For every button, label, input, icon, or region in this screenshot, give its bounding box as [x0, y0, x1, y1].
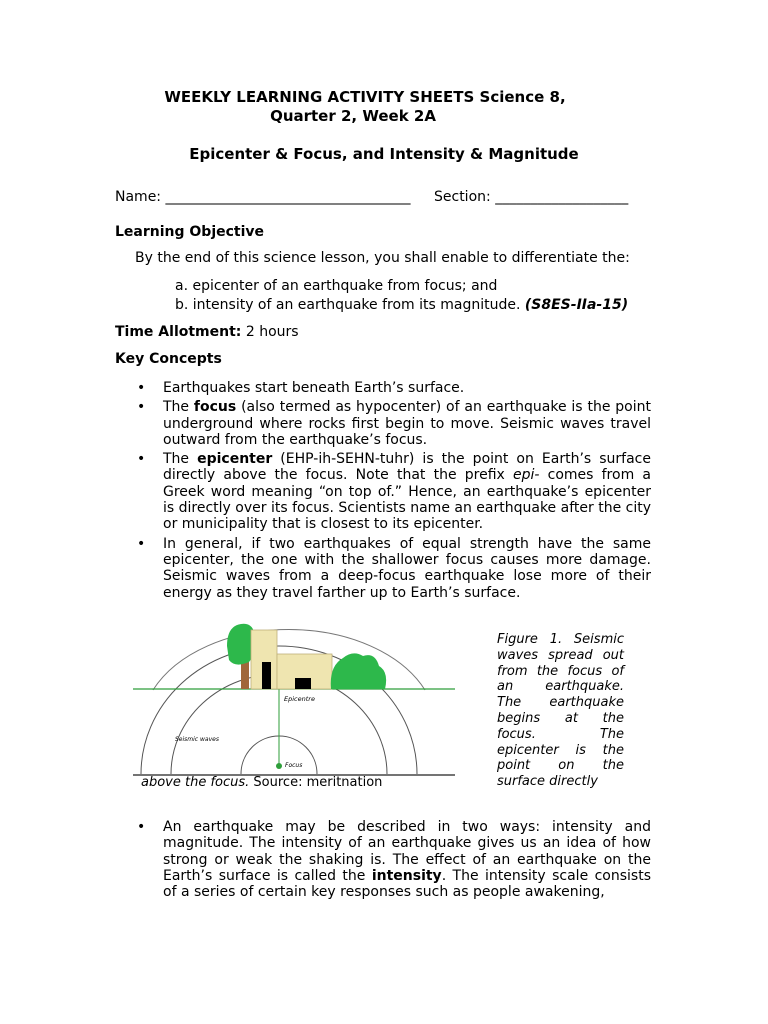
objective-heading: Learning Objective	[115, 224, 265, 240]
name-label: Name:	[115, 189, 162, 205]
section-field[interactable]	[434, 188, 628, 206]
key-concepts-list	[137, 380, 651, 604]
caption-source: Source: meritnation	[249, 775, 383, 790]
section-blank[interactable]: ___________________	[495, 189, 629, 205]
list-item: • In general, if two earthquakes of equal strength have the same epicenter, the one with the shallower focus causes more damage. Seismic waves from a deep-focus earthquake lose more of their energy as they travel farther up to Earth’s surface.	[137, 536, 651, 601]
seismic-waves-label: Seismic waves	[175, 736, 219, 743]
worksheet-title: WEEKLY LEARNING ACTIVITY SHEETS Science 8,	[164, 88, 566, 106]
time-allotment	[115, 323, 299, 341]
focus-label: Focus	[285, 762, 303, 769]
list-item: • Earthquakes start beneath Earth’s surface.	[137, 380, 651, 396]
figure-caption-tail	[141, 775, 382, 791]
competency-code: (S8ES-IIa-15)	[524, 297, 629, 313]
focus-point	[276, 763, 282, 769]
list-item: • The focus (also termed as hypocenter) of an earthquake is the point underground where rocks first begin to move. Seismic waves travel outward from the earthquake’s focus.	[137, 399, 651, 448]
objective-item-b-text: b. intensity of an earthquake from its magnitude.	[175, 297, 521, 313]
house-window	[295, 678, 311, 689]
lesson-title: Epicenter & Focus, and Intensity & Magnitude	[189, 145, 579, 163]
name-blank[interactable]: ___________________________________	[165, 189, 411, 205]
section-label: Section:	[434, 189, 491, 205]
epicentre-label: Epicentre	[284, 695, 315, 703]
list-item: • The epicenter (EHP-ih-SEHN-tuhr) is the point on Earth’s surface directly above the focus. Note that the prefix epi- comes from a Greek word meaning “on top of.” Hence, an earthquake’s epicenter is directly over its focus. Scientists name an earthquake after the city or municipality that is closest to its epicenter.	[137, 451, 651, 532]
objective-item-b	[175, 296, 628, 314]
worksheet-subtitle: Quarter 2, Week 2A	[270, 107, 436, 125]
focus-epicenter-diagram	[131, 606, 461, 778]
earthquake-figure	[131, 606, 461, 782]
objective-intro: By the end of this science lesson, you shall enable to differentiate the:	[135, 250, 630, 266]
figure-caption: Figure 1. Seismic waves spread out from the focus of an earthquake. The earthquake begins at the focus. The epicenter is the point on the surface directly	[497, 632, 624, 790]
caption-tail-italic: above the focus.	[141, 775, 250, 790]
key-concepts-list-continued	[137, 819, 651, 903]
house-door	[262, 662, 271, 689]
list-item: • An earthquake may be described in two ways: intensity and magnitude. The intensity of an earthquake gives us an idea of how strong or weak the shaking is. The effect of an earthquake on the Earth’s surface is called the intensity. The intensity scale consists of a series of certain key responses such as people awakening,	[137, 819, 651, 900]
key-concepts-heading: Key Concepts	[115, 351, 222, 367]
name-field[interactable]	[115, 188, 410, 206]
time-label: Time Allotment:	[115, 324, 242, 340]
objective-item-a: a. epicenter of an earthquake from focus; and	[175, 278, 498, 294]
time-value: 2 hours	[245, 324, 299, 340]
